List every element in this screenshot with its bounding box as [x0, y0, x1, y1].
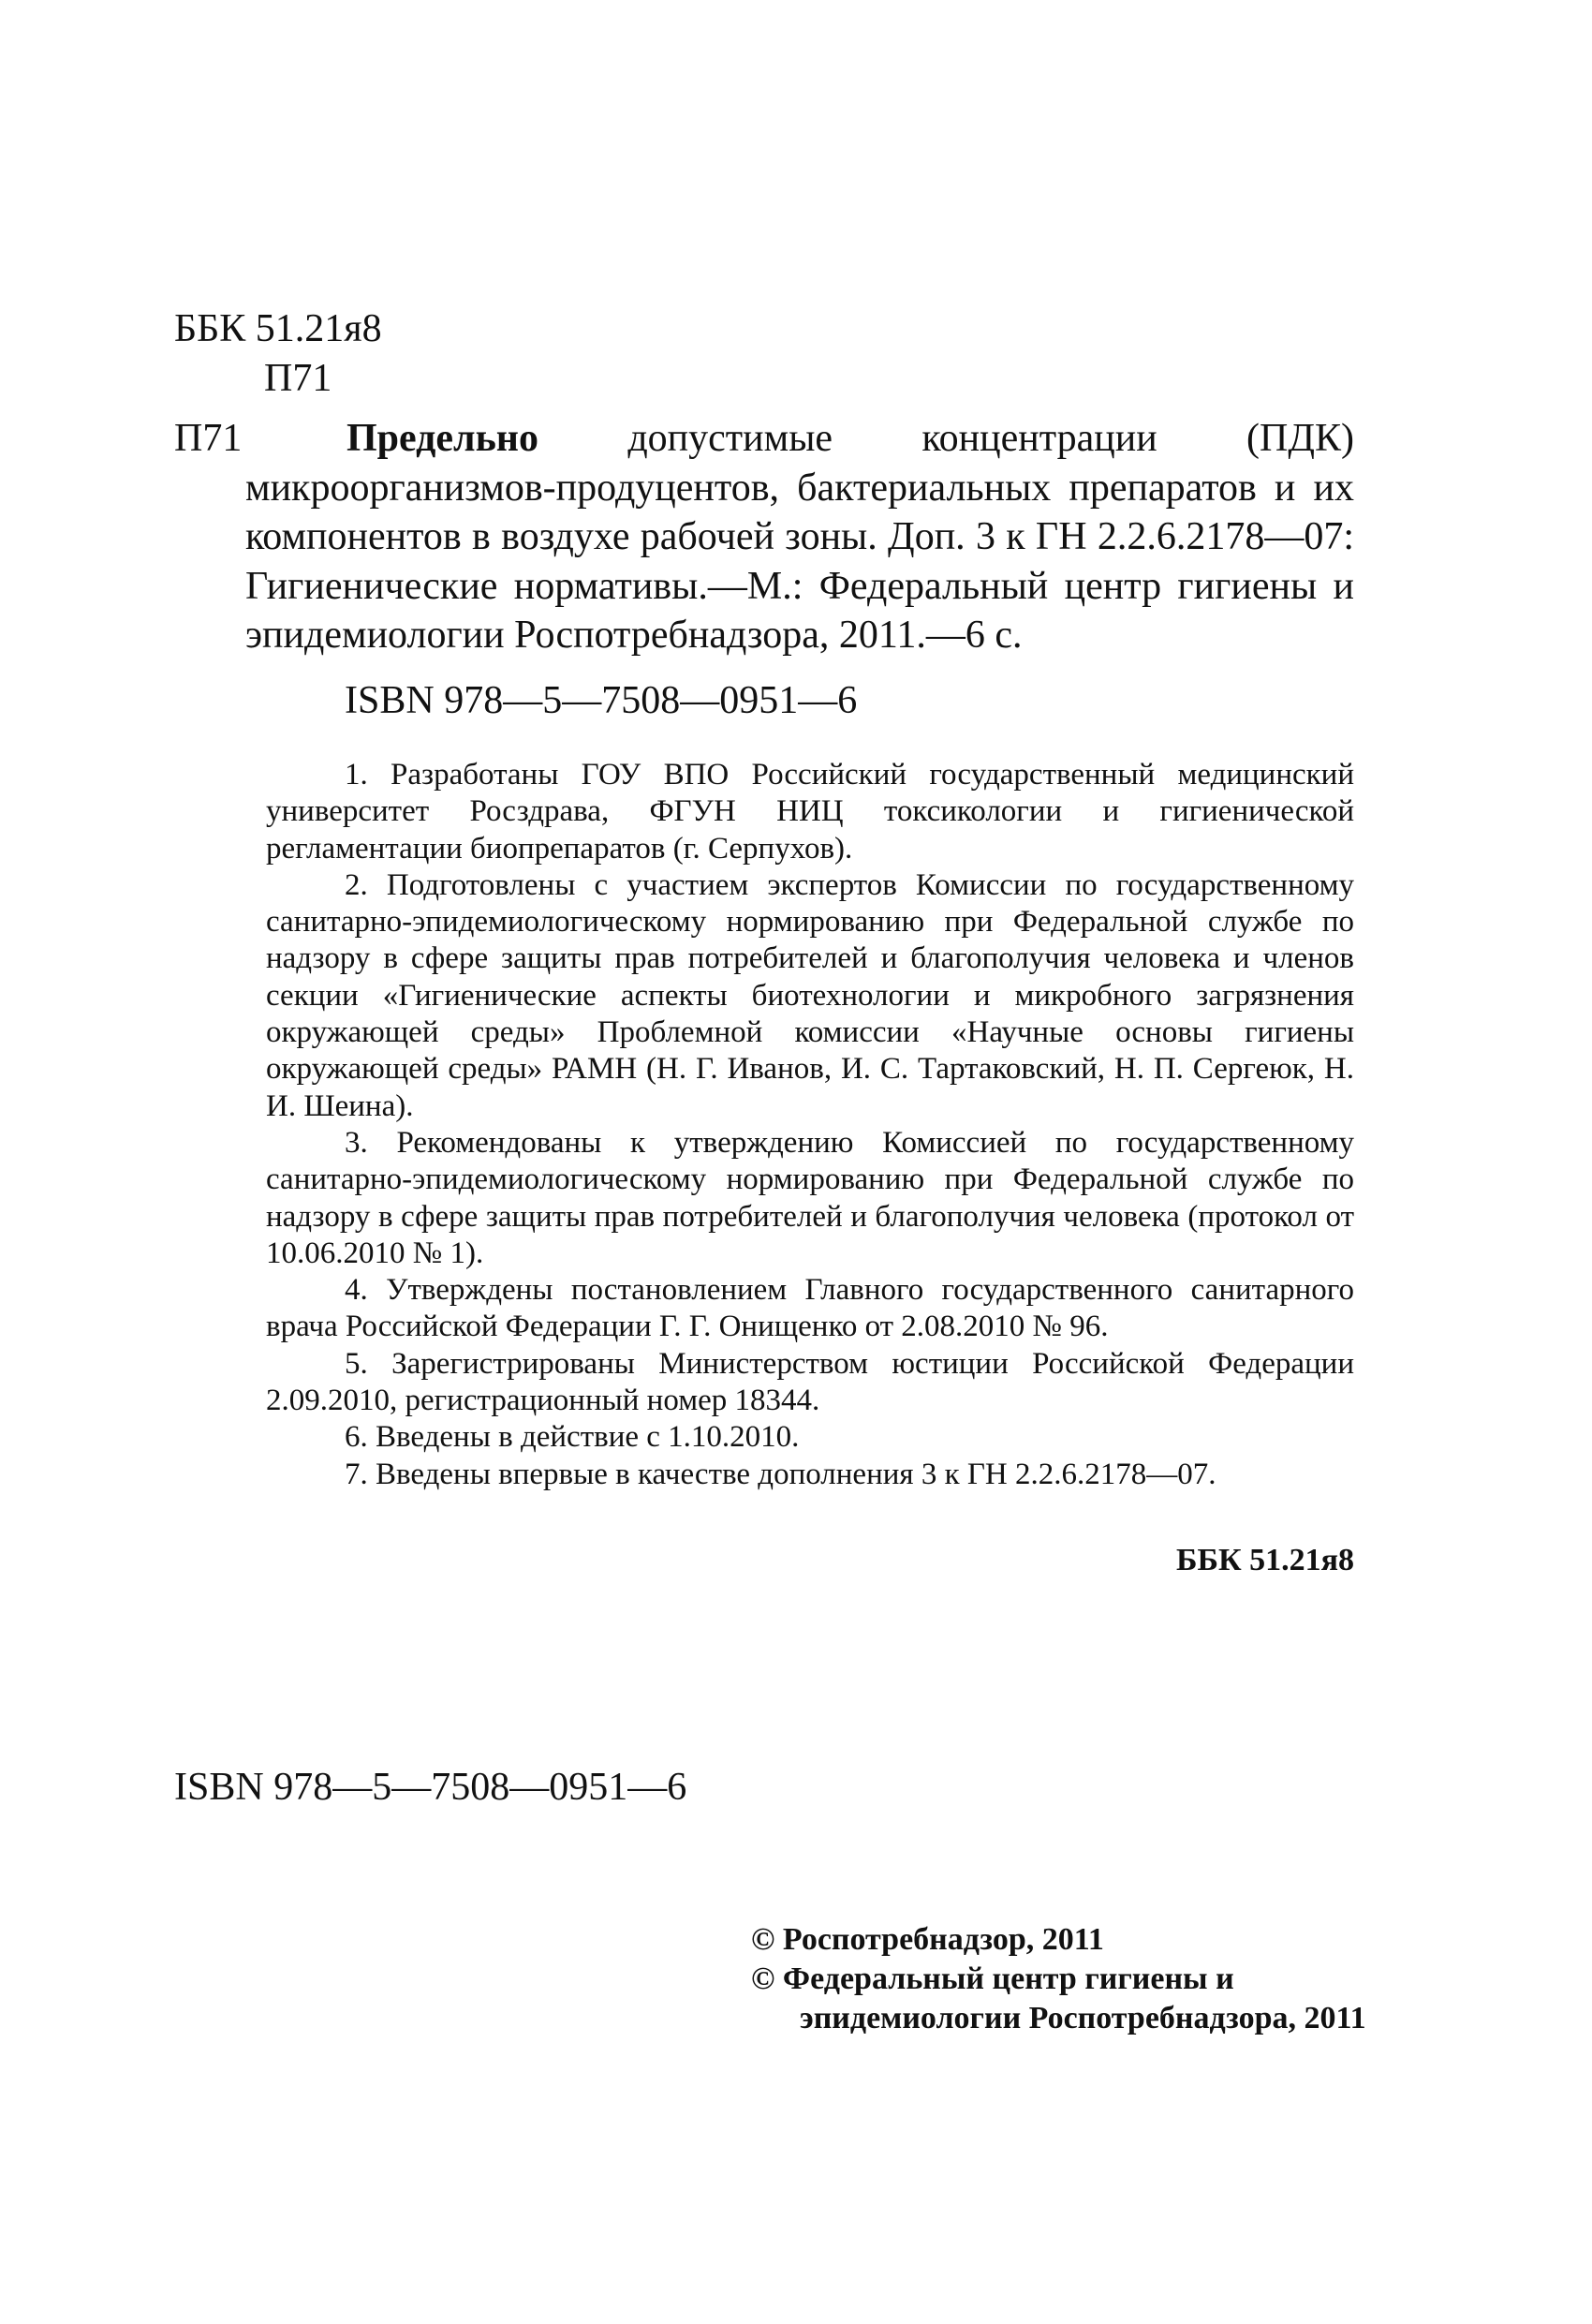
note-item: 3. Рекомендованы к утверждению Комиссией по государственному санитарно-эпидемиологическому нормированию при Федеральной службе по надзору в сфере защиты прав потребителей и благополучия человека (протокол от 10.06.2010 № 1). — [266, 1125, 1354, 1270]
note-item: 5. Зарегистрированы Министерством юстиции Российской Федерации 2.09.2010, регистрационный номер 18344. — [266, 1346, 1354, 1418]
annotation-text: допустимые концентрации (ПДК) микроорганизмов-продуцентов, бактериальных препаратов и их компонентов в воздухе рабочей зоны. Доп. 3 к ГН 2.2.6.2178—07: Гигиенические нормативы.—М.: Федеральный центр гигиены и эпидемиологии Роспотребнадзора, 2011.—6 с. — [245, 417, 1354, 657]
bbk-index-right: ББК 51.21я8 — [1175, 1543, 1354, 1577]
note-item: 6. Введены в действие с 1.10.2010. — [345, 1420, 800, 1455]
isbn-inline: ISBN 978—5—7508—0951—6 — [345, 679, 858, 722]
copyright-line: эпидемиологии Роспотребнадзора, 2011 — [800, 2001, 1366, 2035]
bbk-index: ББК 51.21я8 — [174, 307, 382, 350]
notes-list — [266, 757, 1354, 1493]
author-sign-margin: П71 — [174, 417, 243, 460]
note-item: 1. Разработаны ГОУ ВПО Российский государственный медицинский университет Росздрава, ФГУН НИЦ токсикологии и гигиенической регламентации биопрепаратов (г. Серпухов). — [266, 758, 1354, 866]
note-item: 4. Утверждены постановлением Главного государственного санитарного врача Российской Федерации Г. Г. Онищенко от 2.08.2010 № 96. — [266, 1273, 1354, 1344]
note-item: 7. Введены впервые в качестве дополнения 3 к ГН 2.2.6.2178—07. — [345, 1457, 1216, 1491]
bibliographic-annotation — [245, 414, 1354, 660]
note-item: 2. Подготовлены с участием экспертов Комиссии по государственному санитарно-эпидемиологическому нормированию при Федеральной службе по надзору в сфере защиты прав потребителей и благополучия человека и членов секции «Гигиенические аспекты биотехнологии и микробного загрязнения окружающей среды» Проблемной комиссии «Научные основы гигиены окружающей среды» РАМН (Н. Г. Иванов, И. С. Тартаковский, Н. П. Сергеюк, Н. И. Шеина). — [266, 867, 1354, 1123]
copyright-block — [751, 1920, 1366, 2038]
copyright-line: © Федеральный центр гигиены и — [751, 1961, 1234, 1996]
author-sign-top: П71 — [264, 357, 332, 400]
annotation-title: Предельно — [346, 417, 538, 460]
isbn-bottom: ISBN 978—5—7508—0951—6 — [174, 1766, 687, 1809]
copyright-line: © Роспотребнадзор, 2011 — [751, 1922, 1104, 1957]
